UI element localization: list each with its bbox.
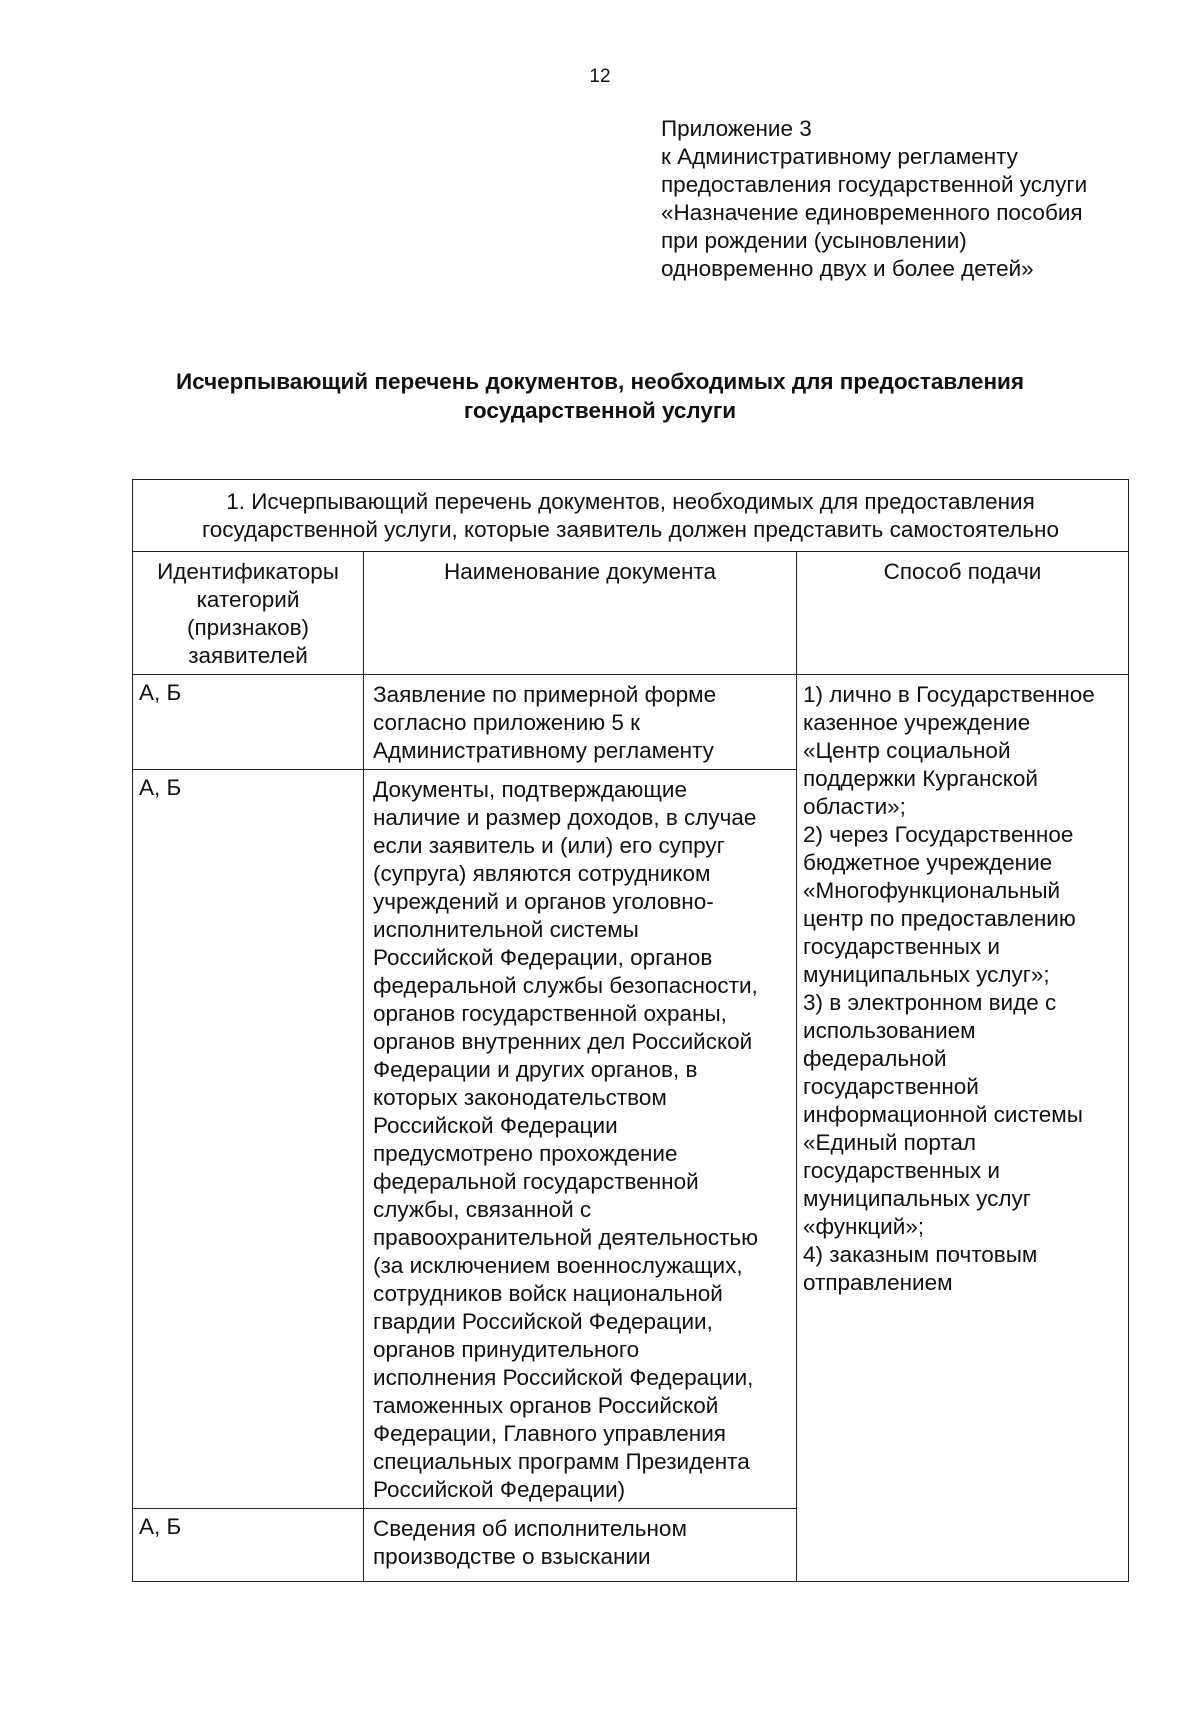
method-line: муниципальных услуг <box>803 1186 1031 1211</box>
document-name-line: Федерации и других органов, в <box>373 1057 698 1082</box>
annex-line: одновременно двух и более детей» <box>661 256 1034 281</box>
method-line: отправлением <box>803 1270 953 1295</box>
header-identifiers-line: категорий <box>196 587 300 612</box>
method-line: государственной <box>803 1074 979 1099</box>
document-name-line: Административному регламенту <box>373 738 714 763</box>
document-name-line: наличие и размер доходов, в случае <box>373 805 757 830</box>
method-line: 1) лично в Государственное <box>803 682 1095 707</box>
method-line: 4) заказным почтовым <box>803 1242 1038 1267</box>
document-name-line: федеральной службы безопасности, <box>373 973 758 998</box>
document-name-line: Российской Федерации, органов <box>373 945 713 970</box>
section-heading-line: 1. Исчерпывающий перечень документов, необходимых для предоставления <box>226 489 1035 514</box>
document-title <box>140 367 1060 425</box>
section-heading-line: государственной услуги, которые заявитель должен представить самостоятельно <box>202 517 1059 542</box>
annex-header <box>661 115 1181 283</box>
document-name-line: Сведения об исполнительном <box>373 1516 687 1541</box>
method-line: бюджетное учреждение <box>803 850 1053 875</box>
document-name-line: которых законодательством <box>373 1085 667 1110</box>
section-row <box>133 480 1129 552</box>
method-line: федеральной <box>803 1046 947 1071</box>
method-line: поддержки Курганской <box>803 766 1038 791</box>
applicant-id-cell: А, Б <box>133 1509 364 1582</box>
method-line: «Многофункциональный <box>803 878 1061 903</box>
document-name-line: Федерации, Главного управления <box>373 1421 726 1446</box>
annex-line: Приложение 3 <box>661 116 812 141</box>
document-name-line: согласно приложению 5 к <box>373 710 641 735</box>
title-line: Исчерпывающий перечень документов, необходимых для предоставления <box>176 369 1024 394</box>
document-name-line: учреждений и органов уголовно- <box>373 889 714 914</box>
document-name-line: правоохранительной деятельностью <box>373 1225 758 1250</box>
document-name-line: производстве о взыскании <box>373 1544 651 1569</box>
method-line: «функций»; <box>803 1214 925 1239</box>
document-name-line: исполнительной системы <box>373 917 639 942</box>
method-line: центр по предоставлению <box>803 906 1076 931</box>
document-name-line: (супруга) являются сотрудником <box>373 861 711 886</box>
annex-line: предоставления государственной услуги <box>661 172 1088 197</box>
header-row <box>133 552 1129 675</box>
header-identifiers-line: Идентификаторы <box>157 559 339 584</box>
method-line: государственных и <box>803 1158 1000 1183</box>
document-name-line: (за исключением военнослужащих, <box>373 1253 743 1278</box>
method-line: муниципальных услуг»; <box>803 962 1050 987</box>
document-name-line: органов государственной охраны, <box>373 1001 727 1026</box>
document-name-line: таможенных органов Российской <box>373 1393 719 1418</box>
annex-line: к Административному регламенту <box>661 144 1018 169</box>
method-line: «Центр социальной <box>803 738 1011 763</box>
document-name-line: Российской Федерации) <box>373 1477 626 1502</box>
document-name-cell <box>364 770 797 1509</box>
method-line: 2) через Государственное <box>803 822 1074 847</box>
document-name-line: службы, связанной с <box>373 1197 592 1222</box>
applicant-id-cell: А, Б <box>133 675 364 770</box>
document-name-cell <box>364 1509 797 1582</box>
header-identifiers <box>133 552 364 675</box>
method-line: области»; <box>803 794 906 819</box>
method-line: «Единый портал <box>803 1130 977 1155</box>
page-number: 12 <box>589 66 611 87</box>
header-submission-method <box>797 552 1129 675</box>
document-name-line: Документы, подтверждающие <box>373 777 688 802</box>
document-name-line: предусмотрено прохождение <box>373 1141 678 1166</box>
document-name-line: федеральной государственной <box>373 1169 699 1194</box>
header-document-name-text: Наименование документа <box>444 559 716 584</box>
method-line: информационной системы <box>803 1102 1083 1127</box>
section-heading-cell <box>133 480 1129 552</box>
documents-table <box>132 479 1129 1582</box>
document-name-line: гвардии Российской Федерации, <box>373 1309 713 1334</box>
document-name-line: органов принудительного <box>373 1337 640 1362</box>
header-submission-method-text: Способ подачи <box>883 559 1042 584</box>
document-name-line: исполнения Российской Федерации, <box>373 1365 754 1390</box>
method-line: казенное учреждение <box>803 710 1031 735</box>
title-line: государственной услуги <box>463 398 737 423</box>
method-line: 3) в электронном виде с <box>803 990 1057 1015</box>
header-identifiers-line: заявителей <box>188 643 308 668</box>
document-name-line: органов внутренних дел Российской <box>373 1029 753 1054</box>
submission-method-cell <box>797 675 1129 1582</box>
annex-line: «Назначение единовременного пособия <box>661 200 1083 225</box>
method-line: использованием <box>803 1018 976 1043</box>
document-name-line: если заявитель и (или) его супруг <box>373 833 725 858</box>
annex-line: при рождении (усыновлении) <box>661 228 967 253</box>
document-name-line: Российской Федерации <box>373 1113 618 1138</box>
header-document-name <box>364 552 797 675</box>
document-name-line: специальных программ Президента <box>373 1449 750 1474</box>
document-name-cell <box>364 675 797 770</box>
header-identifiers-line: (признаков) <box>186 615 310 640</box>
document-name-line: Заявление по примерной форме <box>373 682 717 707</box>
applicant-id-cell: А, Б <box>133 770 364 1509</box>
table-row <box>133 675 1129 770</box>
method-line: государственных и <box>803 934 1000 959</box>
document-name-line: сотрудников войск национальной <box>373 1281 723 1306</box>
